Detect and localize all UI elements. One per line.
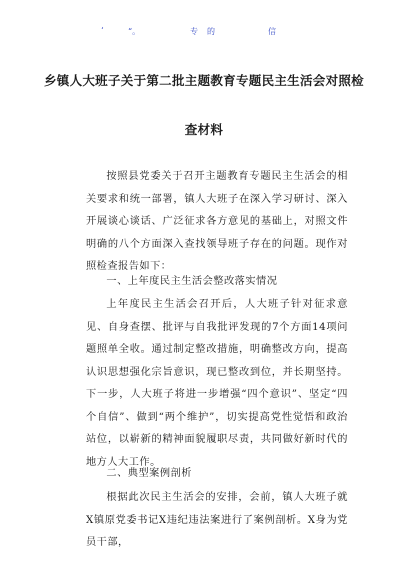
section-heading-2: 二、典型案例剖析 bbox=[106, 468, 192, 479]
page-header bbox=[0, 24, 408, 44]
section-heading-1: 一、上年度民主生活会整改落实情况 bbox=[106, 276, 278, 287]
header-word-3: 信 bbox=[268, 27, 276, 36]
document-title-line-2: 查材料 bbox=[184, 122, 224, 137]
document-title-line-1: 乡镇人大班子关于第二批主题教育专题民主生活会对照检 bbox=[43, 73, 364, 88]
header-mark-2: “。 bbox=[128, 27, 141, 36]
section-2-paragraph: 根据此次民主生活会的安排，会前，镇人大班子就X镇原党委书记X违纪违法案进行了案例剖析。X身为党员干部， bbox=[86, 492, 348, 548]
header-mark-1: ‘ bbox=[101, 26, 104, 35]
header-word-2: 的 bbox=[207, 27, 215, 36]
header-word-1: 专 bbox=[190, 27, 198, 36]
section-1-paragraph: 上年度民主生活会召开后，人大班子针对征求意见、自身查摆、批评与自我批评发现的7个方面14项问题照单全收。通过制定整改措施，明确整改方向，提高认识思想强化宗旨意识，现已整改到位，并长期坚持。下一步，人大班子将进一步增强“四个意识”、坚定“四个自信”、做到“两个维护”，切实提高党性觉悟和政治站位，以崭新的精神面貌履职尽责，共同做好新时代的地方人大工作。 bbox=[86, 299, 348, 468]
intro-paragraph: 按照县党委关于召开主题教育专题民主生活会的相关要求和统一部署，镇人大班子在深入学习研讨、深入开展谈心谈话、广泛征求各方意见的基础上，对照文件明确的八个方面深入查找领导班子存在的问题。现作对照检查报告如下： bbox=[86, 171, 348, 272]
